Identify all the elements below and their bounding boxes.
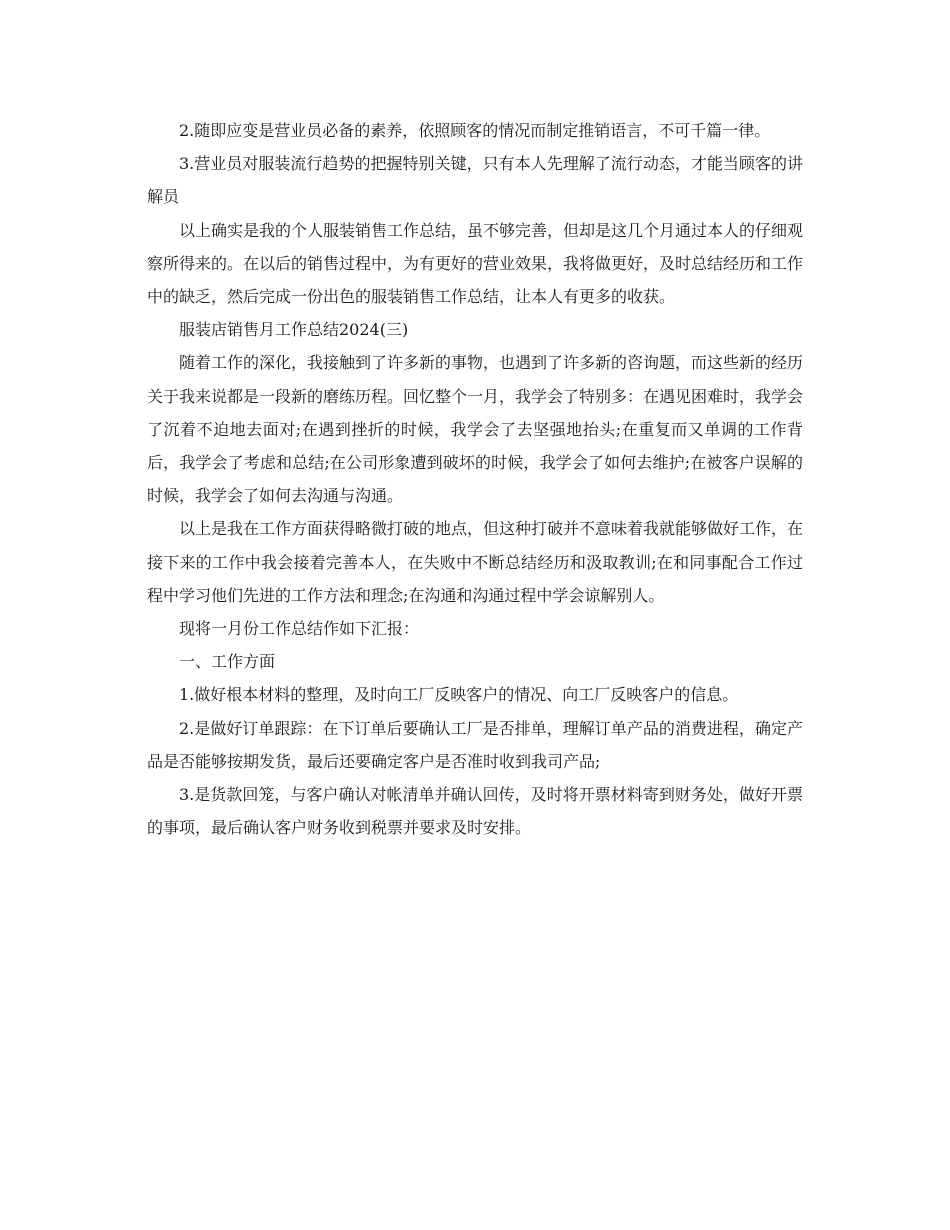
paragraph-item-2-adaptability: 2.随即应变是营业员必备的素养，依照顾客的情况而制定推销语言，不可千篇一律。 xyxy=(179,121,771,140)
paragraph-new-experiences: 随着工作的深化，我接触到了许多新的事物，也遇到了许多新的咨询题，而这些新的经历关于我来说都是一段新的磨练历程。回忆整个一月，我学会了特别多：在遇见困难时，我学会了沉着不迫地去面对;在遇到挫折的时候，我学会了去坚强地抬头;在重复而又单调的工作背后，我学会了考虑和总结;在公司形象遭到破坏的时候，我学会了如何去维护;在被客户误解的时候，我学会了如何去沟通与沟通。 xyxy=(147,353,804,506)
paragraph-item-1-materials: 1.做好根本材料的整理，及时向工厂反映客户的情况、向工厂反映客户的信息。 xyxy=(179,685,739,705)
paragraph-item-3-fashion-trends: 3.营业员对服装流行趋势的把握特别关键，只有本人先理解了流行动态，才能当顾客的讲解员 xyxy=(147,154,803,207)
paragraph-report-intro: 现将一月份工作总结作如下汇报： xyxy=(179,619,420,639)
paragraph-item-2-order-tracking: 2.是做好订单跟踪：在下订单后要确认工厂是否排单，理解订单产品的消费进程，确定产品是否能够按期发货，最后还要确定客户是否准时收到我司产品; xyxy=(147,718,803,771)
paragraph-summary-conclusion: 以上确实是我的个人服装销售工作总结，虽不够完善，但却是这几个月通过本人的仔细观察所得来的。在以后的销售过程中，为有更好的营业效果，我将做更好，及时总结经历和工作中的缺乏，然后完成一份出色的服装销售工作总结，让本人有更多的收获。 xyxy=(147,220,804,307)
document-body xyxy=(147,114,803,844)
section-heading-part-three: 服装店销售月工作总结2024(三) xyxy=(179,320,409,340)
paragraph-breakthroughs: 以上是我在工作方面获得略微打破的地点，但这种打破并不意味着我就能够做好工作，在接下来的工作中我会接着完善本人，在失败中不断总结经历和汲取教训;在和同事配合工作过程中学习他们先进的工作方法和理念;在沟通和沟通过程中学会谅解别人。 xyxy=(147,519,804,605)
section-heading-work-aspect: 一、工作方面 xyxy=(179,652,276,672)
paragraph-item-3-payment-collection: 3.是货款回笼，与客户确认对帐清单并确认回传，及时将开票材料寄到财务处，做好开票的事项，最后确认客户财务收到税票并要求及时安排。 xyxy=(147,785,803,838)
